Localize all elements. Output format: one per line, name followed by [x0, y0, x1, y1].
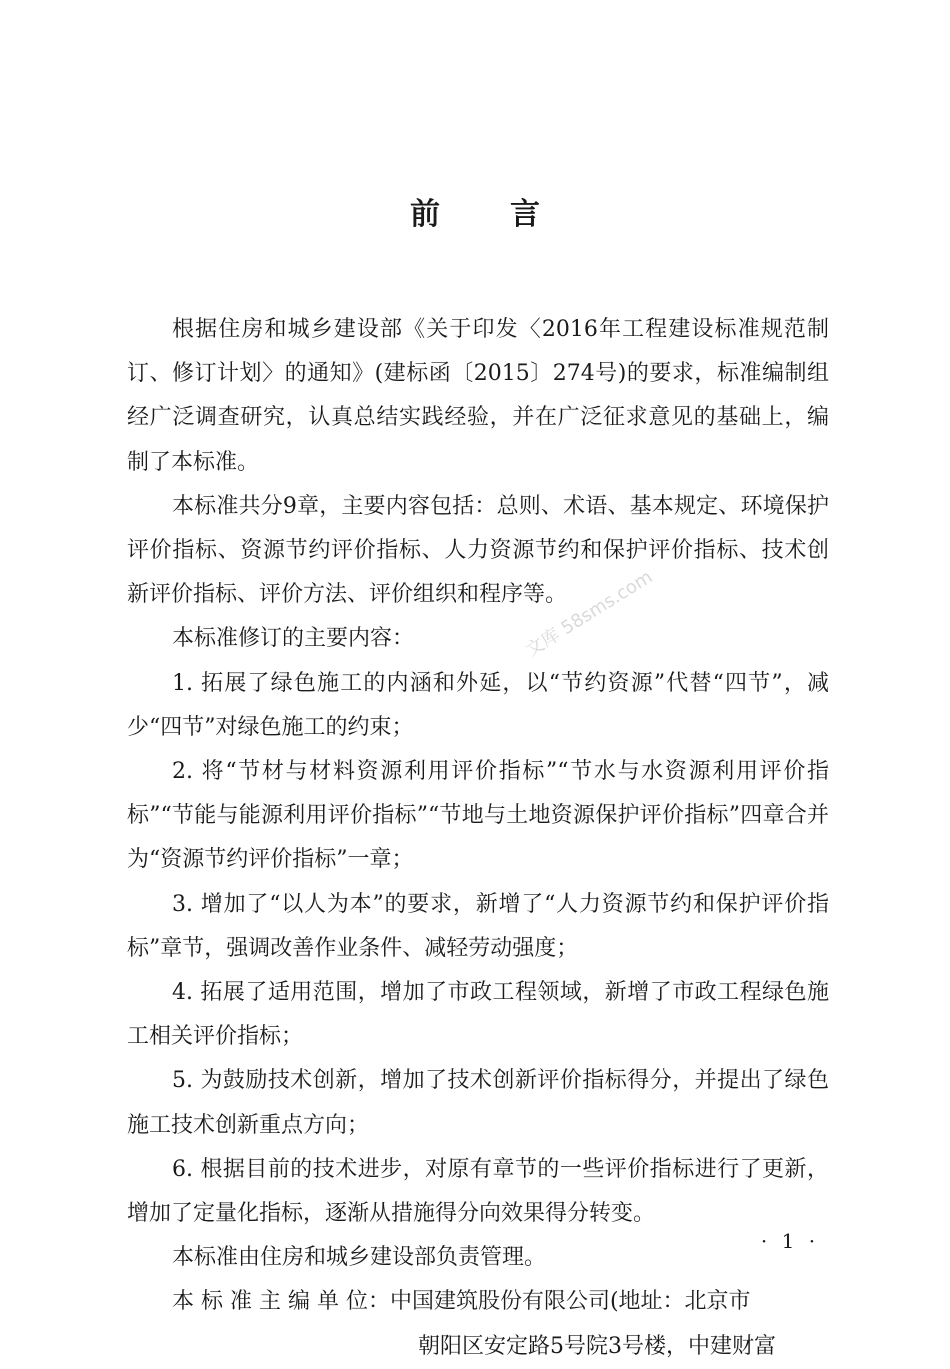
revision-item-5: 5. 为鼓励技术创新，增加了技术创新评价指标得分，并提出了绿色施工技术创新重点方向；	[127, 1068, 829, 1138]
revision-item-2: 2. 将“节材与材料资源利用评价指标”“节水与水资源利用评价指标”“节能与能源利用评价指标”“节地与土地资源保护评价指标”四章合并为“资源节约评价指标”一章；	[127, 759, 829, 873]
paragraph-background: 根据住房和城乡建设部《关于印发〈2016年工程建设标准规范制订、修订计划〉的通知》(建标函〔2015〕274号)的要求，标准编制组经广泛调查研究，认真总结实践经验，并在广泛征求意见的基础上，编制了本标准。	[127, 317, 829, 475]
paragraph-chapters: 本标准共分9章，主要内容包括：总则、术语、基本规定、环境保护评价指标、资源节约评价指标、人力资源节约和保护评价指标、技术创新评价指标、评价方法、评价组织和程序等。	[127, 493, 829, 608]
document-body	[127, 308, 829, 1369]
chief-editor-line-2: 朝阳区安定路5号院3号楼，中建财富	[418, 1333, 776, 1359]
revision-item-1: 1. 拓展了绿色施工的内涵和外延，以“节约资源”代替“四节”，减少“四节”对绿色施工的约束；	[127, 670, 829, 740]
paragraph-revision-intro: 本标准修订的主要内容：	[172, 626, 415, 652]
watermark-text: 文库 58sms.com	[522, 566, 657, 662]
revision-item-6: 6. 根据目前的技术进步，对原有章节的一些评价指标进行了更新，增加了定量化指标，逐渐从措施得分向效果得分转变。	[127, 1156, 829, 1227]
revision-item-4: 4. 拓展了适用范围，增加了市政工程领域，新增了市政工程绿色施工相关评价指标；	[127, 980, 829, 1050]
chief-editor-line-1: 本 标 准 主 编 单 位：中国建筑股份有限公司(地址：北京市	[172, 1289, 751, 1315]
page-title: 前言	[410, 197, 610, 232]
page-number: · 1 ·	[760, 1229, 820, 1253]
revision-item-3: 3. 增加了“以人为本”的要求，新增了“人力资源节约和保护评价指标”章节，强调改善作业条件、减轻劳动强度；	[127, 891, 829, 961]
paragraph-management: 本标准由住房和城乡建设部负责管理。	[172, 1245, 547, 1271]
paragraph-chief-editor	[127, 1280, 829, 1368]
